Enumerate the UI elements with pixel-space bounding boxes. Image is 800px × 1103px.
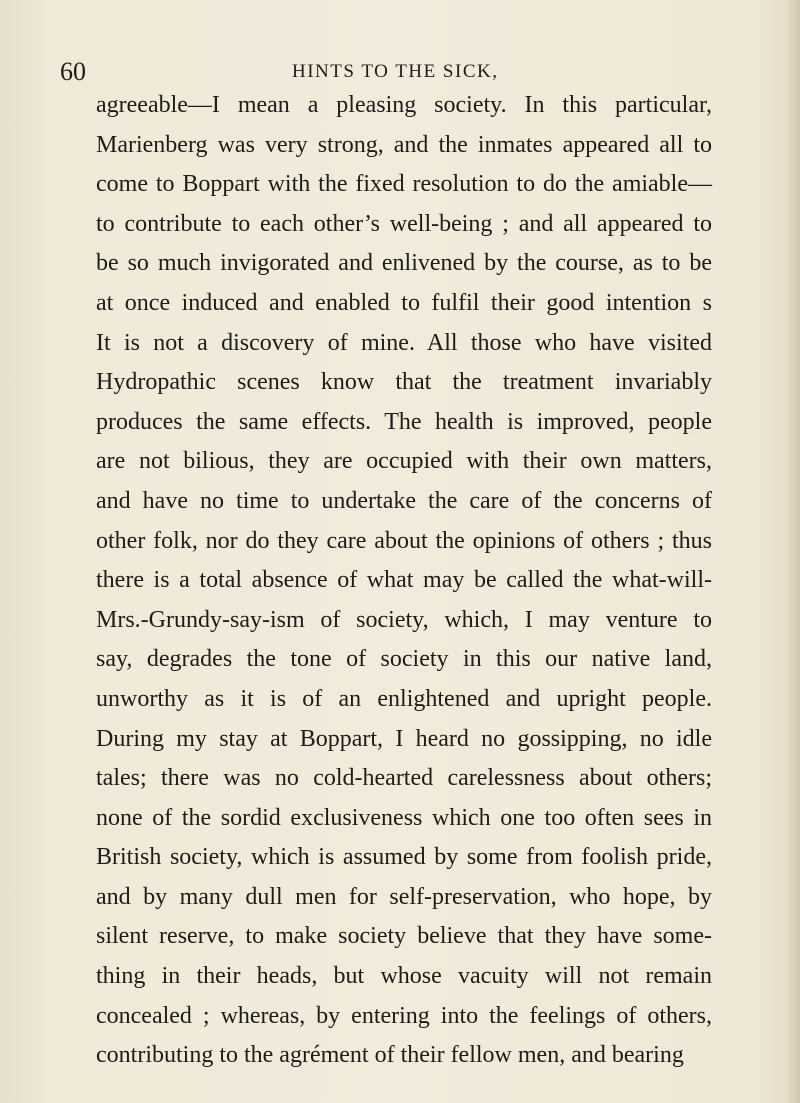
text-line: other folk, nor do they care about the opinions of others ; thus: [96, 527, 712, 554]
text-line: It is not a discovery of mine. All those who have visited: [96, 329, 712, 356]
text-line: unworthy as it is of an enlightened and upright people.: [96, 685, 712, 712]
text-line: are not bilious, they are occupied with their own matters,: [96, 448, 712, 475]
text-line: British society, which is assumed by some from foolish pride,: [96, 844, 712, 871]
body-text: [96, 86, 712, 1076]
page-number: 60: [60, 57, 86, 86]
running-head: HINTS TO THE SICK,: [292, 61, 499, 82]
text-line: thing in their heads, but whose vacuity will not remain: [96, 963, 712, 990]
text-line: silent reserve, to make society believe that they have some-: [96, 923, 712, 950]
text-line: Marienberg was very strong, and the inmates appeared all to: [96, 131, 712, 158]
text-line: tales; there was no cold-hearted carelessness about others;: [96, 765, 712, 792]
text-line: come to Boppart with the fixed resolution to do the amiable—: [96, 171, 712, 198]
text-line: agreeable—I mean a pleasing society. In this particular,: [96, 92, 712, 118]
page-edge-shadow: [786, 0, 800, 1103]
text-line: at once induced and enabled to fulfil their good intention s: [96, 289, 712, 316]
text-line: contributing to the agrément of their fellow men, and bearing: [96, 1042, 684, 1069]
text-line: be so much invigorated and enlivened by the course, as to be: [96, 250, 712, 277]
text-line: Hydropathic scenes know that the treatment invariably: [96, 369, 712, 396]
text-line: to contribute to each other’s well-being ; and all appeared to: [96, 210, 712, 237]
text-line: concealed ; whereas, by entering into the feelings of others,: [96, 1002, 712, 1029]
text-line: say, degrades the tone of society in this our native land,: [96, 646, 712, 673]
text-line: there is a total absence of what may be called the what-will-: [96, 567, 712, 594]
text-line: and by many dull men for self-preservation, who hope, by: [96, 883, 712, 910]
text-line: Mrs.-Grundy-say-ism of society, which, I may venture to: [96, 606, 712, 633]
text-line: none of the sordid exclusiveness which one too often sees in: [96, 804, 712, 831]
text-line: During my stay at Boppart, I heard no gossipping, no idle: [96, 725, 712, 752]
text-line: and have no time to undertake the care of the concerns of: [96, 487, 712, 514]
text-line: produces the same effects. The health is improved, people: [96, 408, 712, 435]
